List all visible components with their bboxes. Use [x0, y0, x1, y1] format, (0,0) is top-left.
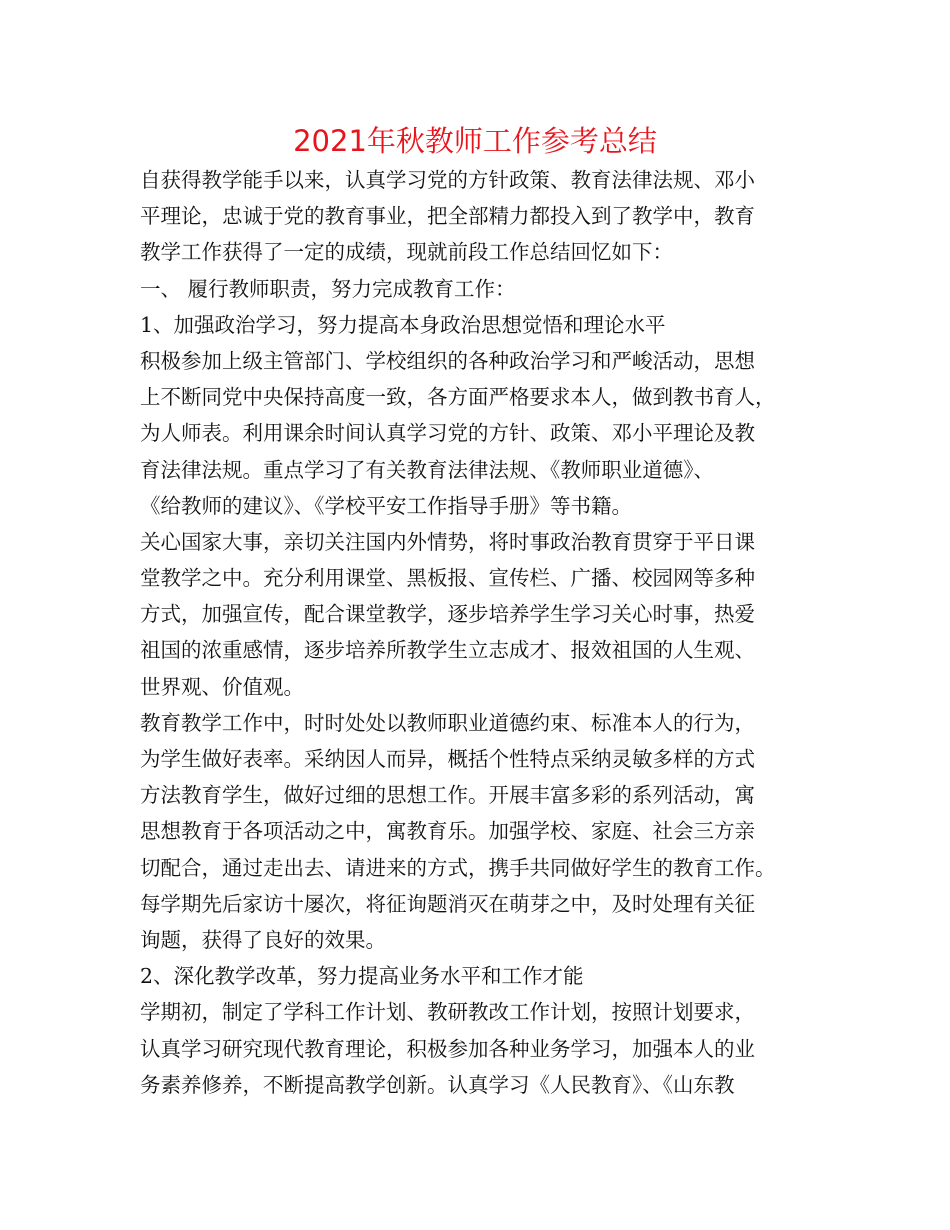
paragraph-line: 自获得教学能手以来，认真学习党的方针政策、教育法律法规、邓小: [140, 168, 755, 192]
paragraph-line: 每学期先后家访十屡次，将征询题消灭在萌芽之中，及时处理有关征: [140, 891, 755, 916]
paragraph-line: 积极参加上级主管部门、学校组织的各种政治学习和严峻活动，思想: [140, 348, 755, 373]
paragraph-line: 方式，加强宣传，配合课堂教学，逐步培养学生学习关心时事，热爱: [140, 602, 755, 627]
paragraph-line: 方法教育学生，做好过细的思想工作。开展丰富多彩的系列活动，寓: [140, 783, 755, 808]
paragraph-line: 1、加强政治学习，努力提高本身政治思想觉悟和理论水平: [140, 312, 666, 337]
paragraph-line: 育法律法规。重点学习了有关教育法律法规、《教师职业道德》、: [140, 457, 714, 482]
paragraph-line: 教育教学工作中，时时处处以教师职业道德约束、标准本人的行为，: [140, 710, 755, 735]
paragraph-line: 教学工作获得了一定的成绩，现就前段工作总结回忆如下：: [140, 240, 673, 265]
paragraph-line: 为学生做好表率。采纳因人而异，概括个性特点采纳灵敏多样的方式: [140, 747, 755, 771]
paragraph-line: 2、深化教学改革，努力提高业务水平和工作才能: [140, 964, 584, 989]
paragraph-line: 学期初，制定了学科工作计划、教研教改工作计划，按照计划要求，: [140, 1000, 755, 1025]
paragraph-line: 《给教师的建议》、《学校平安工作指导手册》等书籍。: [140, 493, 632, 518]
paragraph-line: 询题，获得了良好的效果。: [140, 927, 386, 952]
paragraph-line: 切配合，通过走出去、请进来的方式，携手共同做好学生的教育工作。: [140, 855, 776, 880]
paragraph-line: 平理论，忠诚于党的教育事业，把全部精力都投入到了教学中，教育: [140, 204, 755, 229]
paragraph-line: 认真学习研究现代教育理论，积极参加各种业务学习，加强本人的业: [140, 1036, 755, 1061]
document-title: 2021年秋教师工作参考总结: [293, 124, 657, 158]
paragraph-line: 堂教学之中。充分利用课堂、黑板报、宣传栏、广播、校园网等多种: [140, 566, 755, 591]
document-body: [140, 162, 840, 1103]
paragraph-line: 思想教育于各项活动之中，寓教育乐。加强学校、家庭、社会三方亲: [140, 819, 755, 844]
paragraph-line: 关心国家大事，亲切关注国内外情势，将时事政治教育贯穿于平日课: [140, 529, 755, 554]
paragraph-line: 一、 履行教师职责，努力完成教育工作：: [140, 276, 516, 301]
paragraph-line: 祖国的浓重感情，逐步培养所教学生立志成才、报效祖国的人生观、: [140, 638, 755, 663]
paragraph-line: 世界观、价值观。: [140, 674, 304, 699]
paragraph-line: 上不断同党中央保持高度一致，各方面严格要求本人，做到教书育人，: [140, 385, 776, 410]
paragraph-line: 务素养修养，不断提高教学创新。认真学习《人民教育》、《山东教: [140, 1072, 735, 1097]
paragraph-line: 为人师表。利用课余时间认真学习党的方针、政策、邓小平理论及教: [140, 421, 755, 446]
